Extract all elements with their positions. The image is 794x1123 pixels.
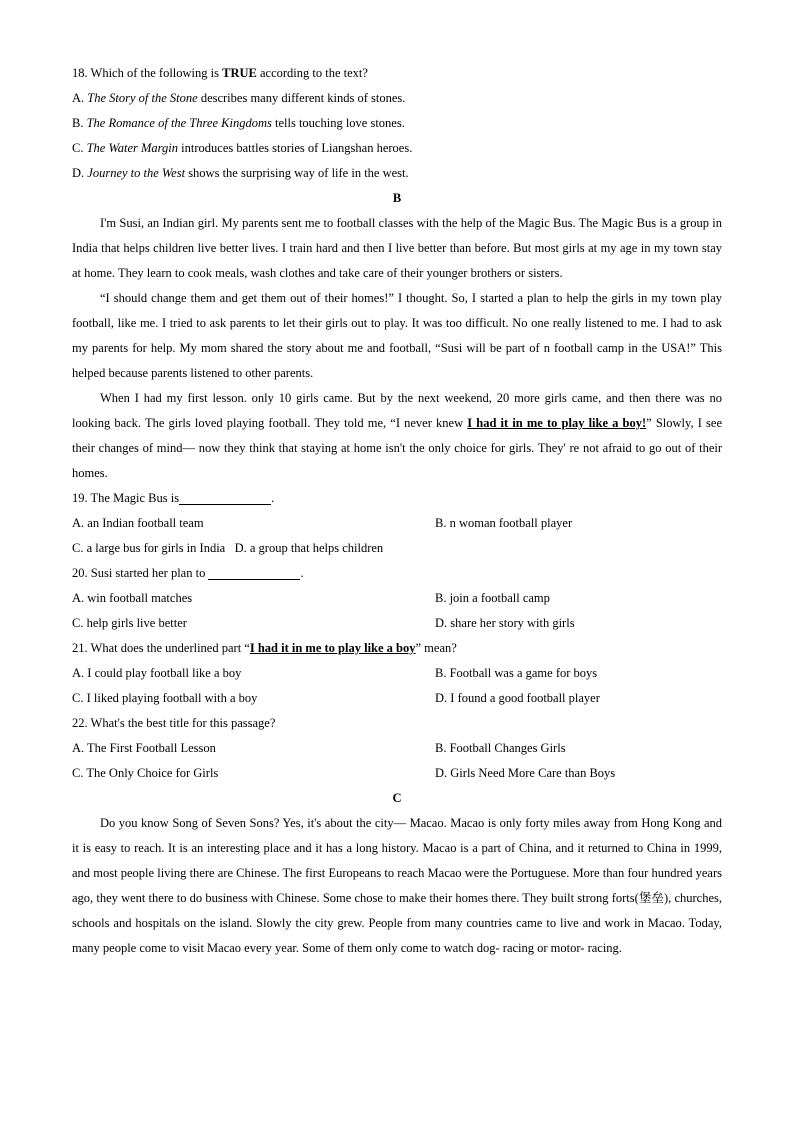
q18-b-text: tells touching love stones. xyxy=(271,116,405,130)
paragraph-3-end: ” Slowly, I see their changes of mind— now they think that staying at home isn't the only choice for girls. They' re not afraid to go out of their homes. xyxy=(72,416,722,480)
q18-d-title: Journey to the West xyxy=(87,166,186,180)
q19-stem-end: . xyxy=(271,491,275,505)
paragraph-3-start: When I had my first lesson. only 10 girls came. But by the next weekend, 20 more girls came, and then there was no looking back. The girls loved playing football. They told me, “I never knew xyxy=(72,391,722,430)
q19-option-c: C. a large bus for girls in India xyxy=(72,541,226,555)
q19-stem xyxy=(72,486,722,511)
q20-options-row-2 xyxy=(72,611,722,636)
section-c-paragraph-1: Do you know Song of Seven Sons? Yes, it's about the city— Macao. Macao is only forty miles away from Hong Kong and it is easy to reach. It is an interesting place and it has a long history. Macao is a part of China, and it returned to China in 1999, and most people living there are Chinese. The first Europeans to reach Macao were the Portuguese. More than four hundred years ago, they went there to do business with Chinese. Some chose to make their homes there. They built strong forts(堡垒), churches, schools and hospitals on the island. Slowly the city grew. People from many countries came to live and work in Macao. Today, many people come to visit Macao every year. Some of them only come to watch dog- racing or motor- racing. xyxy=(72,816,722,955)
q19-option-a: A. an Indian football team xyxy=(72,516,204,530)
q18-option-b xyxy=(72,111,722,136)
q19-option-b: B. n woman football player xyxy=(435,516,573,530)
q18-stem-bold: TRUE xyxy=(222,66,257,80)
q21-stem-end: ” mean? xyxy=(415,641,457,655)
q21-options-row-1 xyxy=(72,661,722,686)
q18-option-c xyxy=(72,136,722,161)
section-b-paragraph-3 xyxy=(72,386,722,486)
document-page xyxy=(72,61,722,961)
q18-b-letter: B. xyxy=(72,116,87,130)
section-c-heading: C xyxy=(392,791,402,805)
q19-options-row-2 xyxy=(72,536,722,561)
answer-blank xyxy=(179,490,271,505)
q18-a-title: The Story of the Stone xyxy=(87,91,198,105)
q21-stem-text: 21. What does the underlined part “ xyxy=(72,641,250,655)
q20-stem xyxy=(72,561,722,586)
section-b-paragraph-1: I'm Susi, an Indian girl. My parents sent me to football classes with the help of the Magic Bus. The Magic Bus is a group in India that helps children live better lives. I train hard and then I live better than before. But most girls at my age in my town stay at home. They learn to cook meals, wash clothes and take care of their younger brothers or sisters. xyxy=(72,216,722,280)
q20-stem-text: 20. Susi started her plan to xyxy=(72,566,209,580)
q21-stem xyxy=(72,636,722,661)
q18-stem-text: 18. Which of the following is xyxy=(72,66,223,80)
q18-option-d xyxy=(72,161,722,186)
q18-option-a xyxy=(72,86,722,111)
q21-underlined-phrase: I had it in me to play like a boy xyxy=(249,641,416,655)
q22-options-row-2 xyxy=(72,761,722,786)
q19-options-row-1 xyxy=(72,511,722,536)
q22-stem: 22. What's the best title for this passage? xyxy=(72,716,276,730)
q22-option-a: A. The First Football Lesson xyxy=(72,741,216,755)
q20-option-c: C. help girls live better xyxy=(72,616,187,630)
q22-option-b: B. Football Changes Girls xyxy=(435,741,566,755)
q22-option-d: D. Girls Need More Care than Boys xyxy=(435,766,616,780)
q18-c-title: The Water Margin xyxy=(86,141,179,155)
q22-options-row-1 xyxy=(72,736,722,761)
q21-option-a: A. I could play football like a boy xyxy=(72,666,242,680)
q20-options-row-1 xyxy=(72,586,722,611)
section-b-heading: B xyxy=(392,191,402,205)
q18-b-title: The Romance of the Three Kingdoms xyxy=(86,116,272,130)
q21-option-d: D. I found a good football player xyxy=(435,691,600,705)
q21-options-row-2 xyxy=(72,686,722,711)
q18-d-letter: D. xyxy=(72,166,88,180)
q20-option-d: D. share her story with girls xyxy=(435,616,575,630)
underlined-phrase: I had it in me to play like a boy! xyxy=(467,416,647,430)
q21-option-c: C. I liked playing football with a boy xyxy=(72,691,258,705)
q18-stem-end: according to the text? xyxy=(256,66,368,80)
q20-option-a: A. win football matches xyxy=(72,591,193,605)
q18-c-text: introduces battles stories of Liangshan heroes. xyxy=(178,141,413,155)
q18-c-letter: C. xyxy=(72,141,87,155)
answer-blank xyxy=(208,565,300,580)
q18-stem xyxy=(72,61,722,86)
q18-a-text: describes many different kinds of stones. xyxy=(197,91,406,105)
q20-option-b: B. join a football camp xyxy=(435,591,550,605)
q18-d-text: shows the surprising way of life in the west. xyxy=(185,166,409,180)
q21-option-b: B. Football was a game for boys xyxy=(435,666,598,680)
section-b-paragraph-2: “I should change them and get them out of their homes!” I thought. So, I started a plan to help the girls in my town play football, like me. I tried to ask parents to let their girls out to play. It was too difficult. No one really listened to me. I had to ask my parents for help. My mom shared the story about me and football, “Susi will be part of n football camp in the USA!” This helped because parents listened to other parents. xyxy=(72,291,722,380)
q22-option-c: C. The Only Choice for Girls xyxy=(72,766,219,780)
q19-stem-text: 19. The Magic Bus is xyxy=(72,491,180,505)
q18-a-letter: A. xyxy=(72,91,88,105)
q19-option-d: D. a group that helps children xyxy=(234,541,384,555)
q20-stem-end: . xyxy=(300,566,304,580)
